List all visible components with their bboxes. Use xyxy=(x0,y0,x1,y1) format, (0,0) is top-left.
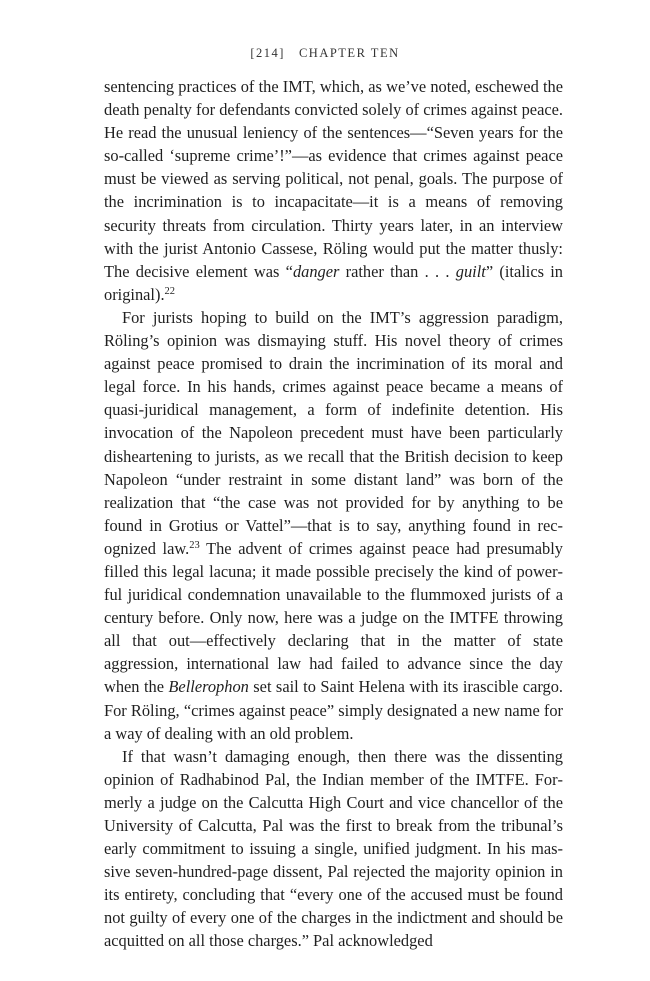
text-segment: For jurists hoping to build on the IMT’s aggression paradigm, Röling’s opinion was dismaying stuff. His novel theory of crimes against peace promised to drain the incrimination of its moral and legal force. In his hands, crimes against peace became a means of quasi-juridical management, a form of indefinite detention. His invocation of the Napoleon precedent must have been particularly disheartening to jurists, as we recall that the British decision to keep Napoleon “under restraint in some distant land” was born of the realization that “the case was not provided for by anything to be found in Grotius or Vattel”—that is to say, anything found in recognized law. xyxy=(104,307,563,558)
footnote-ref-23[interactable]: 23 xyxy=(189,539,200,551)
text-segment: sentencing practices of the IMT, which, as we’ve noted, eschewed the death penalty for defendants convicted solely of crimes against peace. He read the unusual leniency of the sentences—“Seven years for the so-called ‘supreme crime’!”—as evidence that crimes against peace must be viewed as serving political, not penal, goals. The purpose of the incrimination is to incapacitate—it is a means of removing security threats from circulation. Thirty years later, in an interview with the jurist Antonio Cassese, Röling would put the matter thusly: The decisive element was “ xyxy=(104,77,563,281)
italic-danger: danger xyxy=(292,261,340,281)
footnote-ref-22[interactable]: 22 xyxy=(164,285,176,297)
text-segment: The advent of crimes against peace had presumably filled this legal lacuna; it made possible precisely the kind of powerful juridical condemnation unavailable to the flummoxed jurists of a century before. Only now, here was a judge on the IMTFE throwing all that out—effectively declaring that in the matter of state aggression, international law had failed to advance since the day when the xyxy=(104,538,563,697)
italic-bellerophon: Bellerophon xyxy=(168,677,249,697)
paragraph-2 xyxy=(104,306,563,745)
running-head xyxy=(0,46,650,61)
text-segment: If that wasn’t damaging enough, then there was the dissenting opinion of Radhabinod Pal, the Indian member of the IMTFE. Formerly a judge on the Calcutta High Court and vice chancellor of the University of Calcutta, Pal was the first to break from the tribunal’s early commitment to issuing a single, unified judgment. In his massive seven-hundred-page dissent, Pal rejected the majority opinion in its entirety, concluding that “every one of the accused must be found not guilty of every one of the charges in the indictment and should be acquitted on all those charges.” Pal acknowledged xyxy=(104,746,563,951)
paragraph-1 xyxy=(104,75,563,306)
page-number: [214] xyxy=(250,46,285,60)
body-text xyxy=(104,75,563,953)
text-segment: ” (italics in original). xyxy=(104,261,564,304)
paragraph-3 xyxy=(104,745,563,953)
text-segment: rather than . . . xyxy=(339,261,456,281)
text-segment: set sail to Saint Helena with its irascible cargo. For Röling, “crimes against peace” simply designated a new name for a way of dealing with an old problem. xyxy=(104,677,563,743)
italic-guilt: guilt xyxy=(455,261,486,281)
chapter-title: CHAPTER TEN xyxy=(298,46,400,60)
